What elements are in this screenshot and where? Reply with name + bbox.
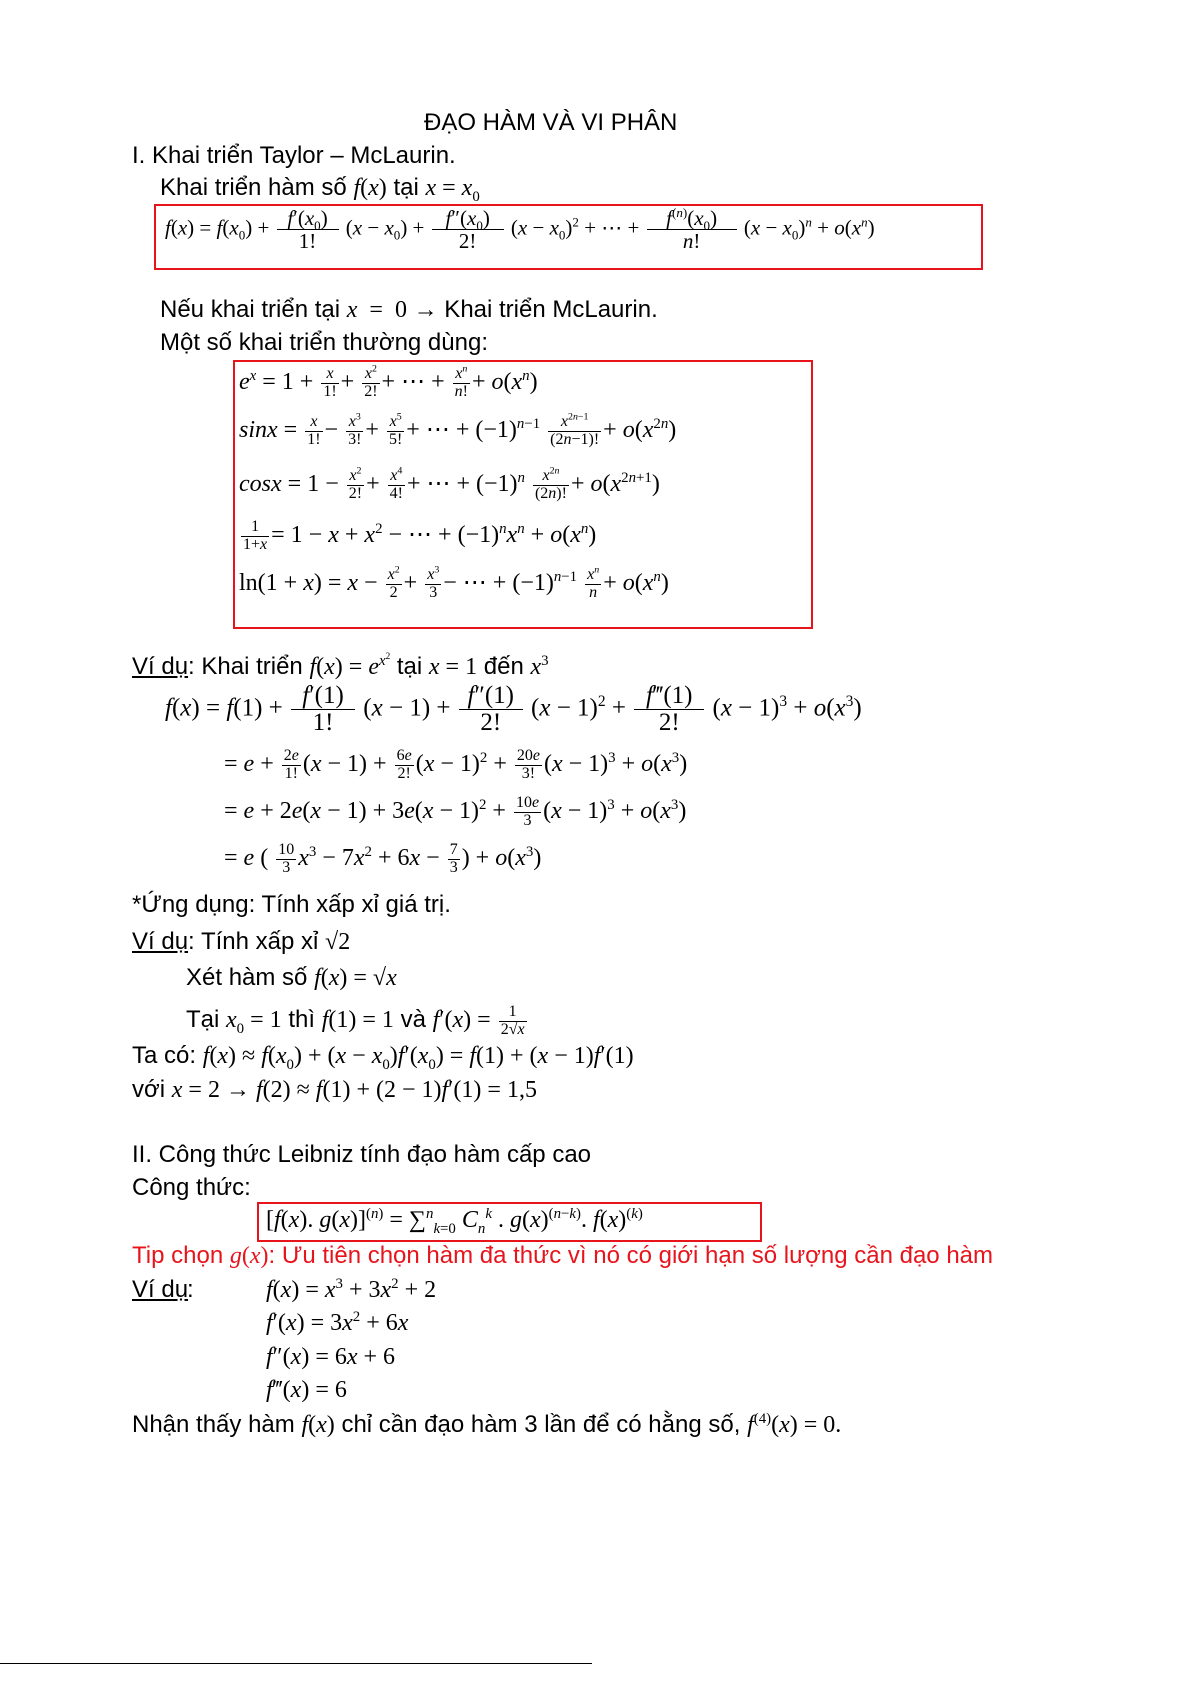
- example-2-consider-text: Xét hàm số: [186, 964, 308, 991]
- leibniz-formula-label: Công thức:: [132, 1174, 251, 1201]
- example-1-intro: Ví dụ: Khai triển $f(x) = e^{x^2}$ tại x = 1 đến $x^3$: [132, 651, 549, 680]
- taylor-intro-at: tại: [393, 174, 419, 201]
- example-2-values: Tại $x_0 = 1$ thì f(1) = 1 và f′(x) = $\frac{1}{2√x}$: [186, 1003, 525, 1038]
- example-2-label: Ví dụ: [132, 928, 189, 955]
- example-2-and: và: [400, 1005, 426, 1033]
- derivative-3: f‴(x) = 6: [266, 1377, 347, 1403]
- taylor-formula: $f(x) = f(x_0)$ + $\frac{f'(x_0)}{1!}$ $(x - x_0)$ + $\frac{f''(x_0)}{2!}$ $(x - x_0)^2$ + ⋯ + $\frac{f^{(n)}(x_0)}{n!}$ $(x - x_0)^n + o(x^n)$: [165, 205, 875, 254]
- example-2-we-have: Ta có:: [132, 1042, 197, 1069]
- example-3-label: Ví dụ: [132, 1276, 189, 1303]
- mclaurin-suffix: → Khai triển McLaurin.: [413, 296, 658, 323]
- mclaurin-prefix: Nếu khai triển tại: [160, 296, 341, 323]
- leibniz-formula: [f(x). g(x)]$^{(n)}$ = ∑$^n_{k=0}$ $C_n^k$ . $g(x)^{(n-k)}$. $f(x)^{(k)}$: [266, 1206, 643, 1237]
- expansion-ln: ln(1 + x) = x − $\frac{x^2}{2}$ + $\frac{x^3}{3}$ − ⋯ + $(-1)^{n-1}$ $\frac{x^n}{n}$ + $o(x^n)$: [239, 564, 669, 601]
- example-2-text: : Tính xấp xỉ: [188, 928, 319, 955]
- example-2-with: với: [132, 1076, 166, 1103]
- conclusion-prefix: Nhận thấy hàm: [132, 1411, 295, 1438]
- example-1-step-2: = e + $\frac{2e}{1!}$ (x − 1) + $\frac{6e}{2!}$ $(x - 1)^2$ + $\frac{20e}{3!}$ $(x - 1)^3 + o(x^3)$: [224, 747, 688, 782]
- example-2-approx: Ta có: $f(x) \approx f(x_0) + (x - x_0)f'(x_0) = f(1) + (x - 1)f'(1)$: [132, 1042, 634, 1073]
- derivative-0: $f(x) = x^3 + 3x^2 + 2$: [266, 1276, 437, 1303]
- example-1-to: đến: [483, 653, 524, 680]
- expansion-sin: sinx = $\frac{x}{1!}$ − $\frac{x^3}{3!}$ + $\frac{x^5}{5!}$ + ⋯ + $(-1)^{n-1}$ $\frac{x^{2n-1}}{(2n-1)!}$ + $o(x^{2n})$: [239, 411, 677, 448]
- example-2-result: với x = 2 → f(2) ≈ f(1) + (2 − 1)f′(1) = 1,5: [132, 1076, 537, 1103]
- example-2-then: thì: [288, 1005, 316, 1033]
- derivative-2: f″(x) = 6x + 6: [266, 1344, 396, 1370]
- expansion-reciprocal: $\frac{1}{1+x}$ = $1 - x + x^2$ − ⋯ + $(-1)^nx^n + o(x^n)$: [243, 518, 597, 553]
- tip-prefix: Tip chọn: [132, 1242, 224, 1269]
- section-2-heading: II. Công thức Leibniz tính đạo hàm cấp cao: [132, 1141, 592, 1168]
- page-title: ĐẠO HÀM VÀ VI PHÂN: [424, 109, 678, 136]
- example-1-step-4: = e ( $\frac{10}{3}$ $x^3 - 7x^2 + 6x$ − $\frac{7}{3}$ ) + $o(x^3)$: [224, 841, 542, 876]
- example-2-consider: Xét hàm số f(x) = √x: [186, 964, 397, 991]
- common-expansions-intro: Một số khai triển thường dùng:: [160, 329, 488, 356]
- example-1-label: Ví dụ: [132, 653, 189, 680]
- section-1-heading: I. Khai triển Taylor – McLaurin.: [132, 142, 456, 169]
- example-2-intro: Ví dụ: Tính xấp xỉ √2: [132, 928, 351, 955]
- conclusion-line: Nhận thấy hàm f(x) chỉ cần đạo hàm 3 lần để có hằng số, $f^{(4)}(x) = 0$.: [132, 1411, 842, 1438]
- derivative-1: $f'(x) = 3x^2 + 6x$: [266, 1309, 409, 1336]
- footnote-rule: [0, 1663, 592, 1664]
- mclaurin-line: Nếu khai triển tại x = 0 → Khai triển McLaurin.: [160, 296, 658, 323]
- tip-line: Tip chọn g(x): Ưu tiên chọn hàm đa thức vì nó có giới hạn số lượng cần đạo hàm: [132, 1242, 994, 1269]
- expansion-cos: cosx = 1 − $\frac{x^2}{2!}$ + $\frac{x^4}{4!}$ + ⋯ + $(-1)^n$ $\frac{x^{2n}}{(2n)!}$ + $o(x^{2n+1})$: [239, 465, 660, 502]
- tip-text: : Ưu tiên chọn hàm đa thức vì nó có giới hạn số lượng cần đạo hàm: [268, 1242, 994, 1269]
- example-1-step-3: = $e + 2e(x - 1) + 3e(x - 1)^2$ + $\frac{10e}{3}$ $(x - 1)^3 + o(x^3)$: [224, 794, 687, 829]
- taylor-intro: Khai triển hàm số f(x) tại $x = x_0$: [160, 174, 480, 205]
- taylor-intro-text: Khai triển hàm số: [160, 174, 347, 201]
- example-2-at: Tại: [186, 1005, 220, 1033]
- expansion-exp: $e^x = 1$ + $\frac{x}{1!}$ + $\frac{x^2}{2!}$ + ⋯ + $\frac{x^n}{n!}$ + $o(x^n)$: [239, 363, 538, 400]
- example-1-at: tại: [396, 653, 423, 680]
- example-1-step-1: f(x) = f(1) + $\frac{f'(1)}{1!}$ (x − 1) + $\frac{f''(1)}{2!}$ $(x - 1)^2$ + $\frac{f‴(1)}{2!}$ $(x - 1)^3 + o(x^3)$: [165, 682, 862, 737]
- conclusion-mid: chỉ cần đạo hàm 3 lần để có hằng số,: [341, 1411, 741, 1438]
- application-line: *Ứng dụng: Tính xấp xỉ giá trị.: [132, 891, 451, 918]
- example-1-text: : Khai triển: [188, 653, 303, 680]
